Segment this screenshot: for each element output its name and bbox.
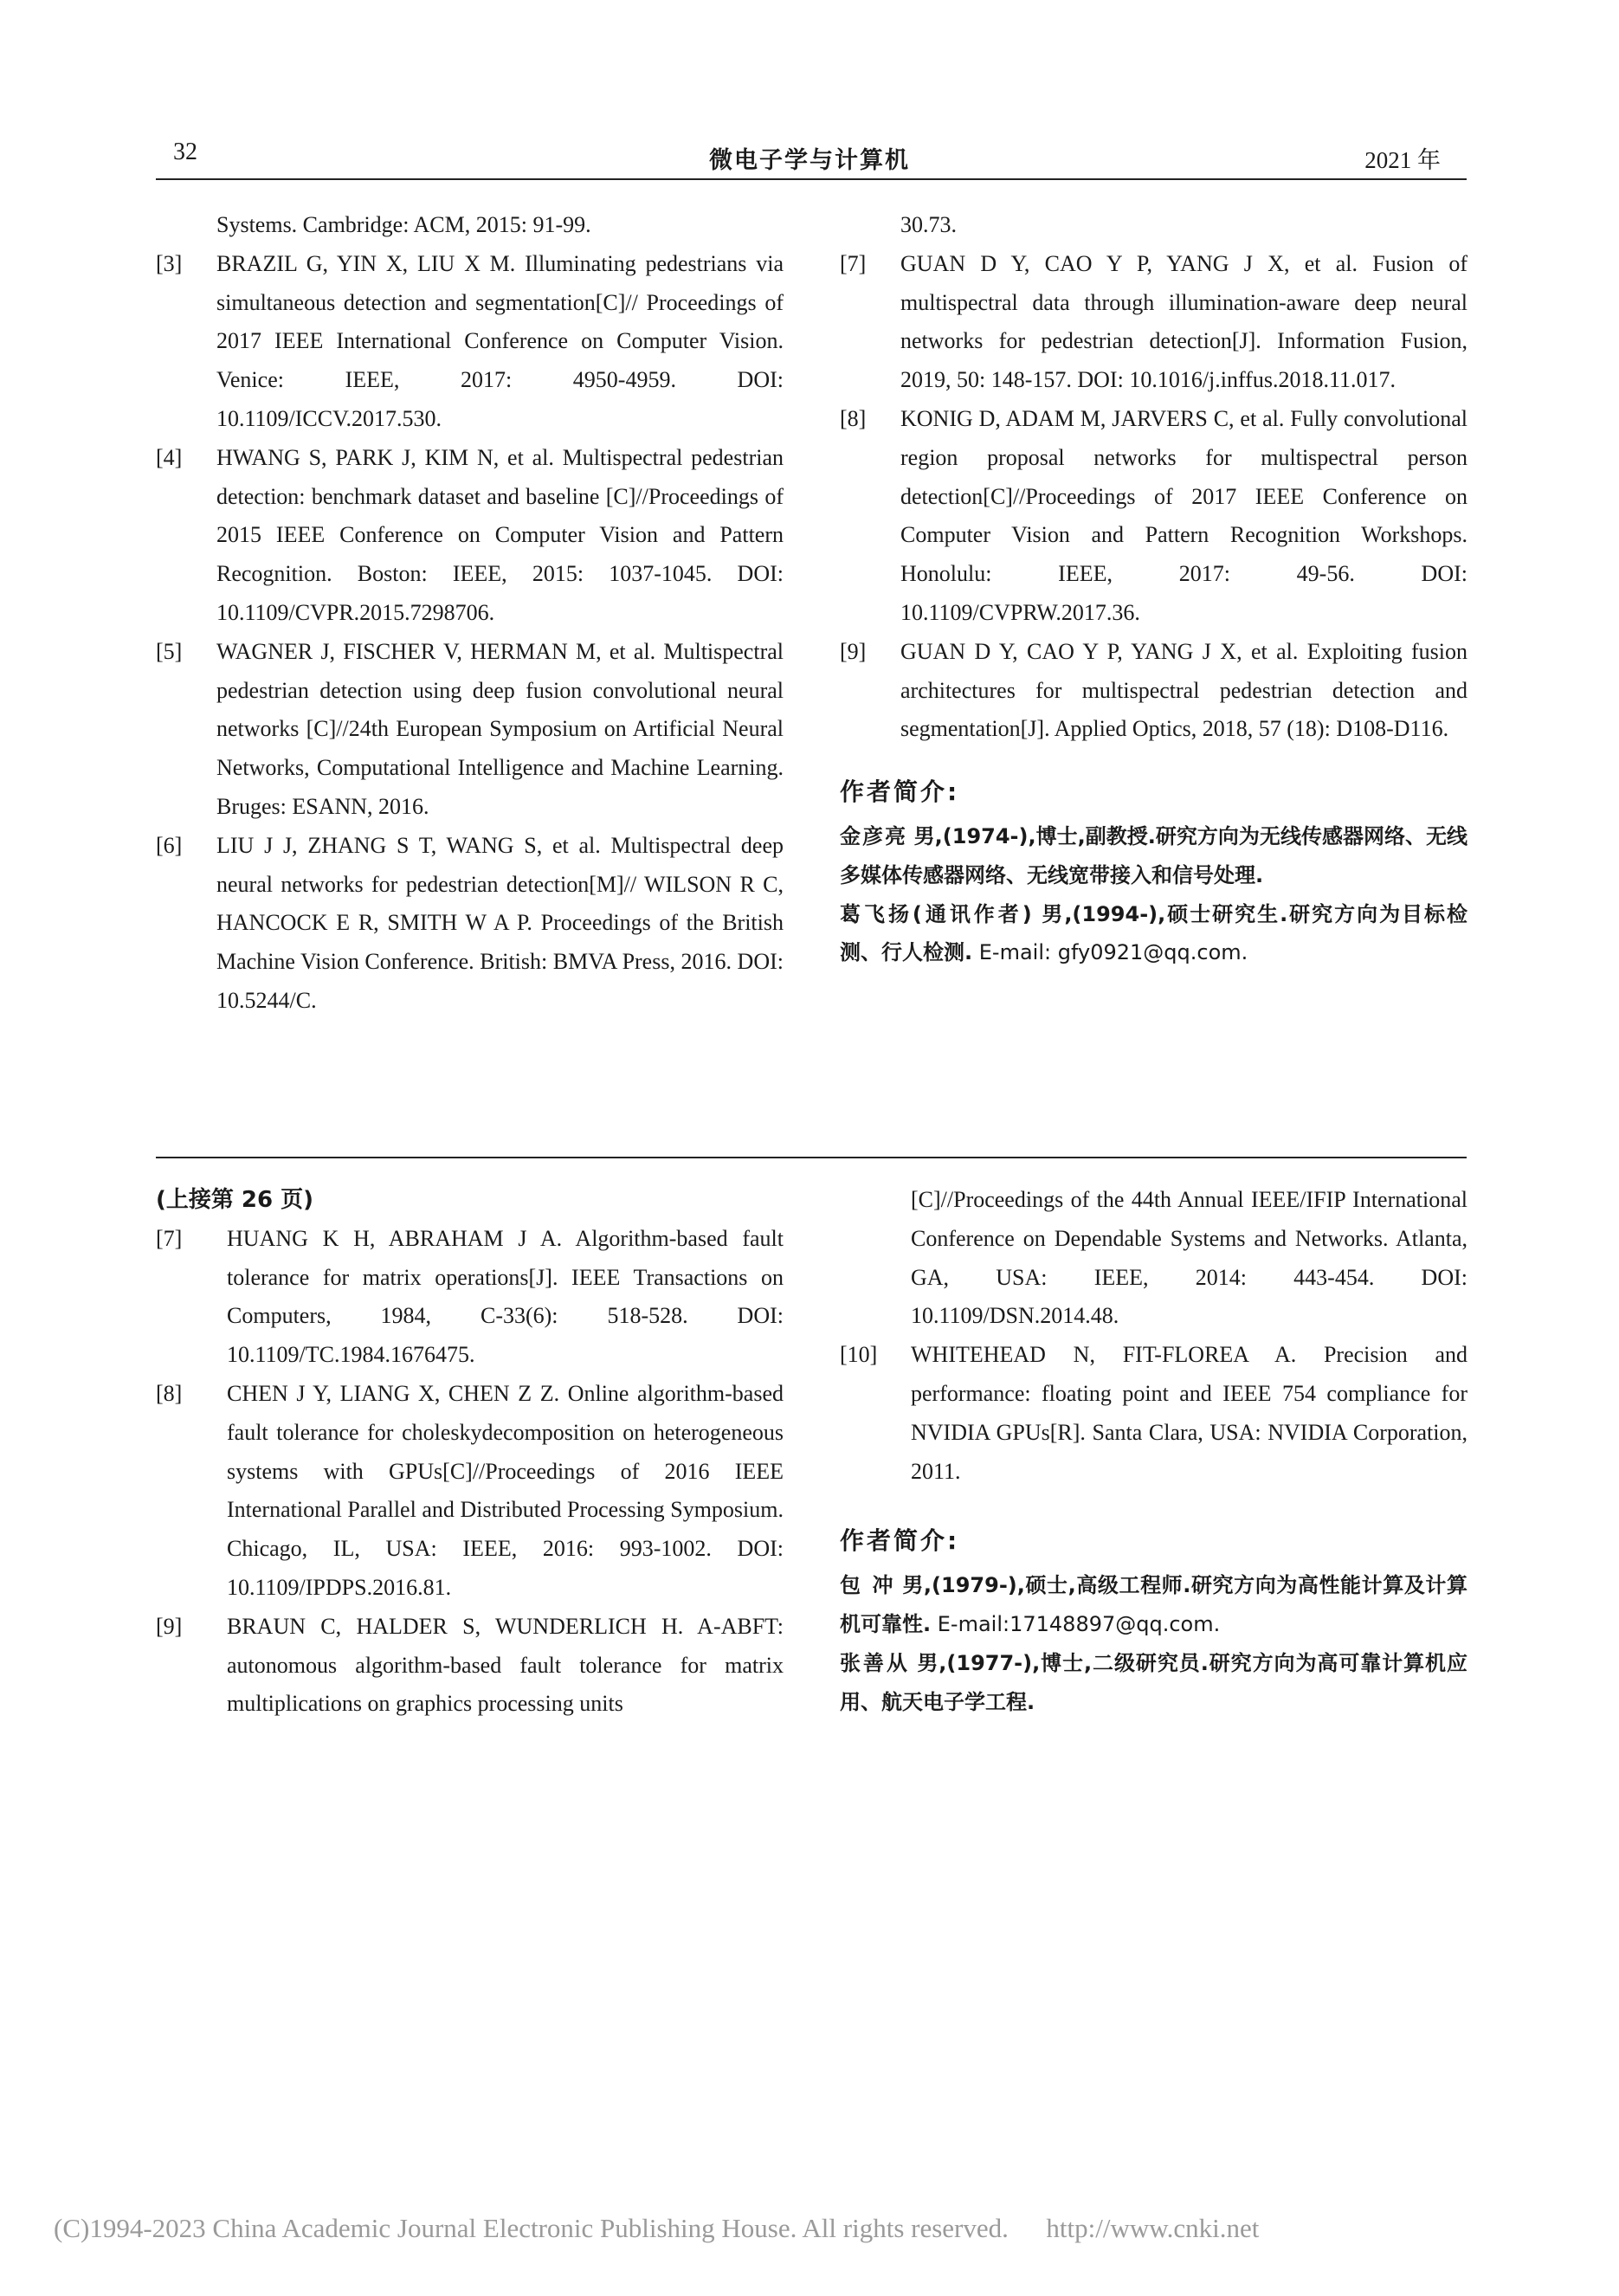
reference-number: [9]	[840, 638, 867, 664]
author-email: E-mail: gfy0921@qq.com.	[978, 940, 1248, 965]
reference-text: GUAN D Y, CAO Y P, YANG J X, et al. Fusion of multispectral data through illumination-aware deep neural networks for pedestrian detection[J]. Information Fusion, 2019, 50: 148-157. DOI: 10.1016/j.inffus.2018.11.017.	[900, 250, 1467, 393]
section-divider	[156, 1157, 1467, 1158]
reference-text: GUAN D Y, CAO Y P, YANG J X, et al. Exploiting fusion architectures for multispectral pedestrian detection and segmentation[J]. Applied Optics, 2018, 57 (18): D108-D116.	[900, 638, 1467, 742]
reference-item	[156, 439, 784, 633]
reference-item	[156, 827, 784, 1021]
bottom-left-references	[156, 1181, 784, 1724]
reference-item	[156, 245, 784, 439]
reference-number: [4]	[156, 444, 183, 470]
author-name: 金彦亮	[840, 823, 908, 848]
reference-text: HUANG K H, ABRAHAM J A. Algorithm-based fault tolerance for matrix operations[J]. IEEE Transactions on Computers, 1984, C-33(6): 518-528. DOI: 10.1109/TC.1984.1676475.	[227, 1225, 784, 1368]
reference-number: [5]	[156, 638, 183, 664]
author-info: 男,(1994-),硕士研究生.研究方向为目标检测、行人检测.	[840, 901, 1467, 965]
author-bio-heading: 作者简介:	[840, 777, 960, 807]
reference-item	[840, 245, 1467, 400]
author-bio	[840, 817, 1467, 895]
author-name: 包 冲	[840, 1573, 896, 1598]
reference-item	[840, 400, 1467, 633]
author-bio	[840, 1566, 1467, 1644]
author-info: 男,(1979-),硕士,高级工程师.研究方向为高性能计算及计算机可靠性.	[840, 1573, 1467, 1636]
top-left-references	[156, 206, 784, 1021]
cnki-link[interactable]: http://www.cnki.net	[1046, 2213, 1260, 2243]
author-info: 男,(1977-),博士,二级研究员.研究方向为高可靠计算机应用、航天电子学工程.	[840, 1650, 1467, 1714]
reference-item	[156, 633, 784, 827]
reference-continuation: Systems. Cambridge: ACM, 2015: 91-99.	[216, 212, 591, 237]
reference-text: WAGNER J, FISCHER V, HERMAN M, et al. Multispectral pedestrian detection using deep fusion convolutional neural networks [C]//24th European Symposium on Artificial Neural Networks, Computational Intelligence and Machine Learning. Bruges: ESANN, 2016.	[216, 638, 784, 819]
copyright-text: (C)1994-2023 China Academic Journal Electronic Publishing House. All rights reserved.	[54, 2213, 1009, 2243]
author-bio	[840, 895, 1467, 973]
reference-number: [10]	[840, 1342, 878, 1368]
reference-item	[840, 1336, 1467, 1491]
reference-item	[156, 1220, 784, 1375]
copyright-footer	[54, 2213, 1259, 2244]
journal-year: 2021 年	[1364, 147, 1441, 173]
reference-item	[840, 633, 1467, 749]
reference-continuation: 30.73.	[900, 212, 957, 237]
reference-number: [7]	[156, 1225, 183, 1251]
continuation-label: (上接第 26 页)	[156, 1187, 314, 1213]
reference-item	[156, 1608, 784, 1724]
page-number: 32	[173, 139, 197, 165]
author-info: 男,(1974-),博士,副教授.研究方向为无线传感器网络、无线多媒体传感器网络、无线宽带接入和信号处理.	[840, 823, 1467, 887]
reference-text: HWANG S, PARK J, KIM N, et al. Multispectral pedestrian detection: benchmark dataset and baseline [C]//Proceedings of 2015 IEEE Conference on Computer Vision and Pattern Recognition. Boston: IEEE, 2015: 1037-1045. DOI: 10.1109/CVPR.2015.7298706.	[216, 444, 784, 625]
reference-number: [8]	[156, 1380, 183, 1406]
reference-text: CHEN J Y, LIANG X, CHEN Z Z. Online algorithm-based fault tolerance for choleskydecomposition on heterogeneous systems with GPUs[C]//Proceedings of 2016 IEEE International Parallel and Distributed Processing Symposium. Chicago, IL, USA: IEEE, 2016: 993-1002. DOI: 10.1109/IPDPS.2016.81.	[227, 1380, 784, 1600]
author-name: 张善从	[840, 1650, 910, 1675]
reference-text: BRAUN C, HALDER S, WUNDERLICH H. A-ABFT: autonomous algorithm-based fault tolerance for matrix multiplications on graphics processing units	[227, 1613, 784, 1717]
author-bio	[840, 1644, 1467, 1722]
author-name: 葛飞扬(通讯作者)	[840, 901, 1034, 926]
reference-number: [9]	[156, 1613, 183, 1639]
author-email: E-mail:17148897@qq.com.	[937, 1611, 1221, 1636]
journal-title: 微电子学与计算机	[709, 147, 910, 174]
reference-text: BRAZIL G, YIN X, LIU X M. Illuminating pedestrians via simultaneous detection and segmentation[C]// Proceedings of 2017 IEEE International Conference on Computer Vision. Venice: IEEE, 2017: 4950-4959. DOI: 10.1109/ICCV.2017.530.	[216, 250, 784, 431]
reference-text: KONIG D, ADAM M, JARVERS C, et al. Fully convolutional region proposal networks for multispectral person detection[C]//Proceedings of 2017 IEEE Conference on Computer Vision and Pattern Recognition Workshops. Honolulu: IEEE, 2017: 49-56. DOI: 10.1109/CVPRW.2017.36.	[900, 405, 1467, 625]
top-right-references	[840, 206, 1467, 972]
reference-number: [3]	[156, 250, 183, 276]
reference-number: [8]	[840, 405, 867, 431]
reference-item	[156, 1375, 784, 1608]
header-rule	[156, 178, 1467, 180]
bottom-right-references	[840, 1181, 1467, 1721]
reference-number: [6]	[156, 832, 183, 858]
reference-number: [7]	[840, 250, 867, 276]
reference-continuation: [C]//Proceedings of the 44th Annual IEEE/IFIP International Conference on Dependable Systems and Networks. Atlanta, GA, USA: IEEE, 2014: 443-454. DOI: 10.1109/DSN.2014.48.	[911, 1187, 1467, 1329]
reference-text: WHITEHEAD N, FIT-FLOREA A. Precision and performance: floating point and IEEE 754 compliance for NVIDIA GPUs[R]. Santa Clara, USA: NVIDIA Corporation, 2011.	[911, 1342, 1467, 1484]
author-bio-heading: 作者简介:	[840, 1526, 960, 1556]
reference-text: LIU J J, ZHANG S T, WANG S, et al. Multispectral deep neural networks for pedestrian detection[M]// WILSON R C, HANCOCK E R, SMITH W A P. Proceedings of the British Machine Vision Conference. British: BMVA Press, 2016. DOI: 10.5244/C.	[216, 832, 784, 1013]
